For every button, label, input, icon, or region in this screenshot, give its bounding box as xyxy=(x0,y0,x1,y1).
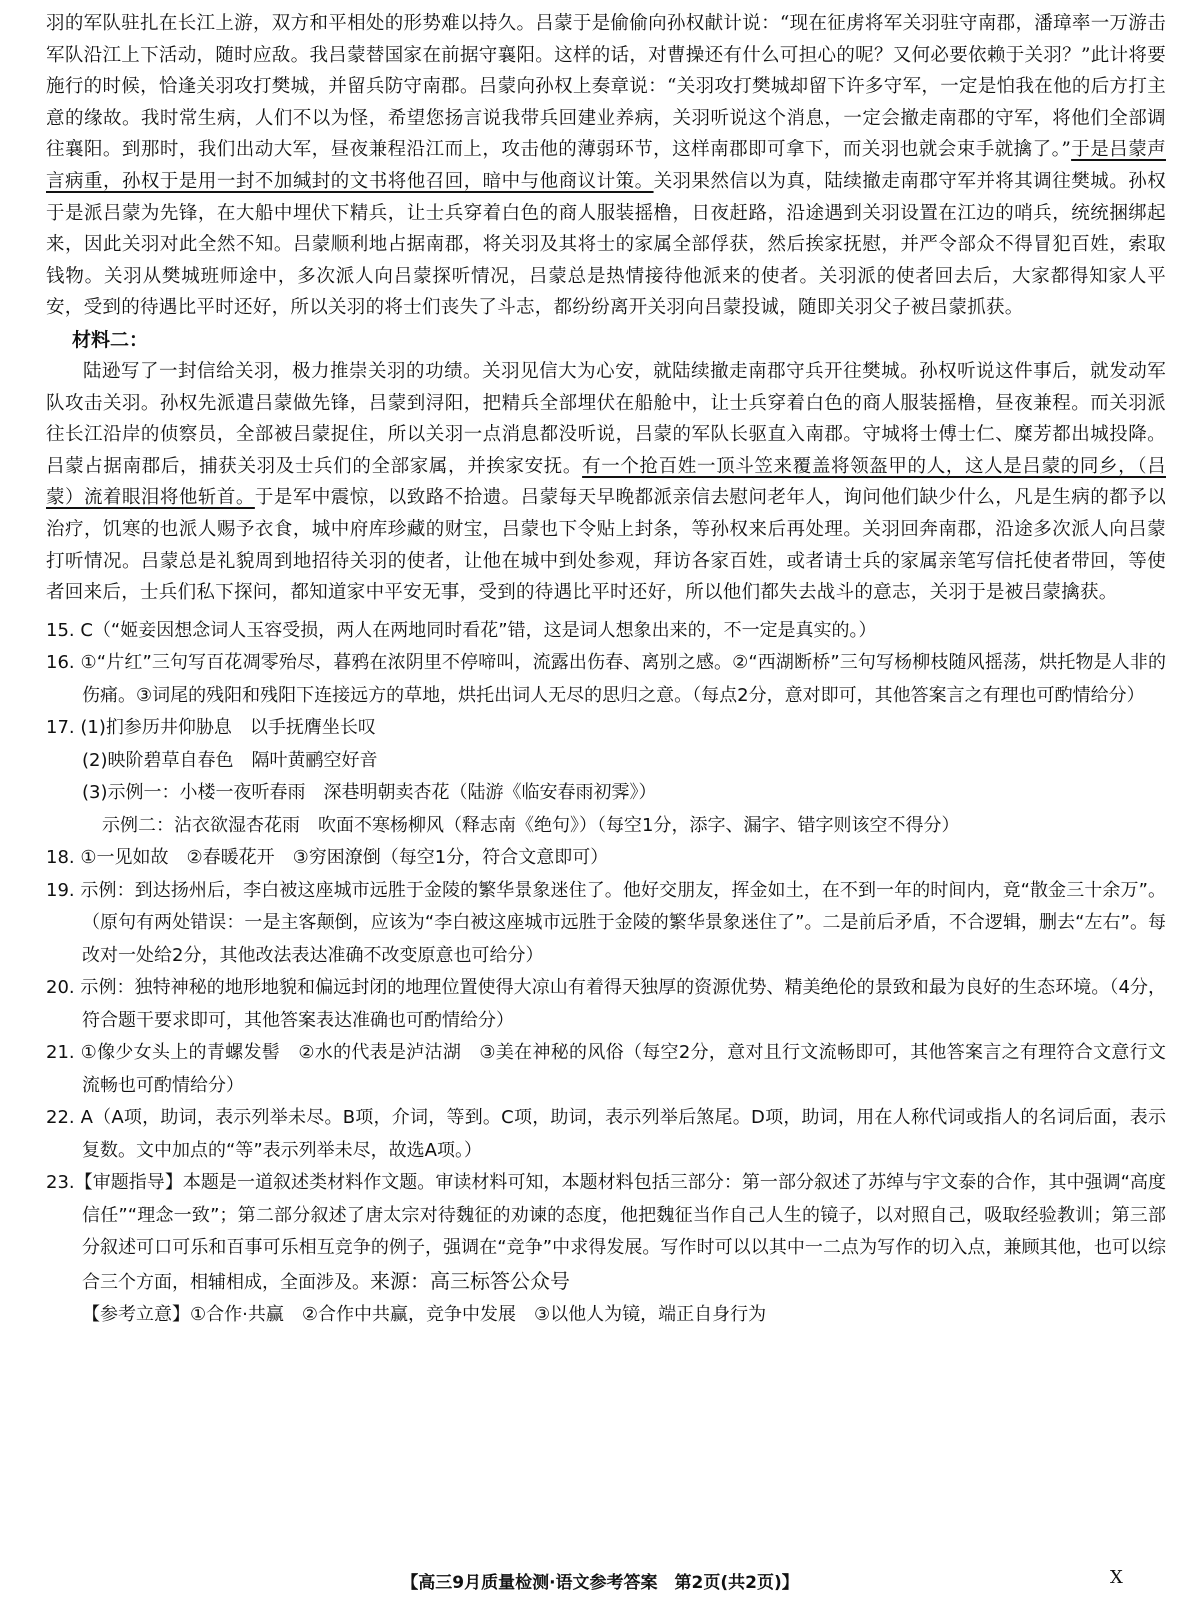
material2-text-end: 于是军中震惊，以致路不拾遗。吕蒙每天早晚都派亲信去慰问老年人，询问他们缺少什么，凡是生病的都予以治疗，饥寒的也派人赐予衣食，城中府库珍藏的财宝，吕蒙也下令贴上封条，等孙权来后再处理。关羽回奔南郡，沿途多次派人向吕蒙打听情况。吕蒙总是礼貌周到地招待关羽的使者，让他在城中到处参观，拜访各家百姓，或者请士兵的家属亲笔写信托使者带回，等使者回来后，士兵们私下探问，都知道家中平安无事，受到的待遇比平时还好，所以他们都失去战斗的意志，关羽于是被吕蒙擒获。 xyxy=(46,487,1166,604)
page-footer: 【高三9月质量检测·语文参考答案 第2页(共2页)】 xyxy=(401,1573,799,1593)
answer-23-reference: 【参考立意】①合作·共赢 ②合作中共赢，竞争中发展 ③以他人为镜，端正自身行为 xyxy=(82,1304,767,1326)
answer-page xyxy=(46,8,1166,1332)
answer-21: 21. ①像少女头上的青螺发髻 ②水的代表是泸沽湖 ③美在神秘的风俗（每空2分，意对且行文流畅即可，其他答案言之有理符合文意行文流畅也可酌情给分） xyxy=(46,1042,1166,1096)
answer-17: 17. (1)扪参历井仰胁息 以手抚膺坐长叹 xyxy=(46,717,376,739)
material1-text: 羽的军队驻扎在长江上游，双方和平相处的形势难以持久。吕蒙于是偷偷向孙权献计说：“现在征虏将军关羽驻守南郡，潘璋率一万游击军队沿江上下活动，随时应敌。我吕蒙替国家在前据守襄阳。这样的话，对曹操还有什么可担心的呢？又何必要依赖于关羽？”此计将要施行的时候，恰逢关羽攻打樊城，并留兵防守南郡。吕蒙向孙权上奏章说：“关羽攻打樊城却留下许多守军，一定是怕我在他的后方打主意的缘故。我时常生病，人们不以为怪，希望您扬言说我带兵回建业养病，关羽听说这个消息，一定会撤走南郡的守军，将他们全部调往襄阳。到那时，我们出动大军，昼夜兼程沿江而上，攻击他的薄弱环节，这样南郡即可拿下，而关羽也就会束手就擒了。” xyxy=(46,13,1166,161)
answer-17-part2: (2)映阶碧草自春色 隔叶黄鹂空好音 xyxy=(82,749,378,771)
material2-text: 陆逊写了一封信给关羽，极力推崇关羽的功绩。关羽见信大为心安，就陆续撤走南郡守兵开往樊城。孙权听说这件事后，就发动军队攻击关羽。孙权先派遣吕蒙做先锋，吕蒙到浔阳，把精兵全部埋伏在船舱中，让士兵穿着白色的商人服装摇橹，昼夜兼程。而关羽派往长江沿岸的侦察员，全部被吕蒙捉住，所以关羽一点消息都没听说，吕蒙的军队长驱直入南郡。守城将士傅士仁、糜芳都出城投降。吕蒙占据南郡后，捕获关羽及士兵们的全部家属，并挨家安抚。 xyxy=(46,360,1166,477)
material2-paragraph xyxy=(46,356,1166,609)
answer-20: 20. 示例：独特神秘的地形地貌和偏远封闭的地理位置使得大凉山有着得天独厚的资源优势、精美绝伦的景致和最为良好的生态环境。（4分，符合题干要求即可，其他答案表达准确也可酌情给分） xyxy=(46,977,1166,1031)
material1-underlined-sentence: 于是吕蒙声言病重，孙权于是用一封不加缄封的文书将他召回，暗中与他商议计策。 xyxy=(46,139,1166,192)
material1-text-end: 关羽果然信以为真，陆续撤走南郡守军并将其调往樊城。孙权于是派吕蒙为先锋，在大船中埋伏下精兵，让士兵穿着白色的商人服装摇橹，日夜赶路，沿途遇到关羽设置在江边的哨兵，统统捆绑起来，因此关羽对此全然不知。吕蒙顺利地占据南郡，将关羽及其将士的家属全部俘获，然后挨家抚慰，并严令部众不得冒犯百姓，索取钱物。关羽从樊城班师途中，多次派人向吕蒙探听情况，吕蒙总是热情接待他派来的使者。关羽派的使者回去后，大家都得知家人平安，受到的待遇比平时还好，所以关羽的将士们丧失了斗志，都纷纷离开关羽向吕蒙投诚，随即关羽父子被吕蒙抓获。 xyxy=(46,170,1166,319)
answer-17-part3: (3)示例一：小楼一夜听春雨 深巷明朝卖杏花（陆游《临安春雨初霁》） xyxy=(82,782,657,804)
version-code: X xyxy=(1110,1567,1123,1588)
answer-23 xyxy=(46,1167,1166,1299)
material1-paragraph xyxy=(46,8,1166,324)
answer-23-source: 来源：高三标答公众号 xyxy=(370,1268,570,1293)
material2-heading: 材料二： xyxy=(72,328,149,351)
answer-16: 16. ①“片红”三句写百花凋零殆尽，暮鸦在浓阴里不停啼叫，流露出伤春、离别之感。②“西湖断桥”三句写杨柳枝随风摇荡，烘托物是人非的伤痛。③词尾的残阳和残阳下连接远方的草地，烘托出词人无尽的思归之意。（每点2分，意对即可，其他答案言之有理也可酌情给分） xyxy=(46,652,1166,706)
answer-15: 15. C（“姬妾因想念词人玉容受损，两人在两地同时看花”错，这是词人想象出来的，不一定是真实的。） xyxy=(46,619,877,641)
material2-underlined-sentence: 有一个抢百姓一顶斗笠来覆盖将领盔甲的人，这人是吕蒙的同乡，（吕蒙）流着眼泪将他斩首。 xyxy=(46,455,1166,509)
answer-19: 19. 示例：到达扬州后，李白被这座城市远胜于金陵的繁华景象迷住了。他好交朋友，挥金如土，在不到一年的时间内，竟“散金三十余万”。（原句有两处错误：一是主客颠倒，应该为“李白被这座城市远胜于金陵的繁华景象迷住了”。二是前后矛盾，不合逻辑，删去“左右”。每改对一处给2分，其他改法表达准确不改变原意也可给分） xyxy=(46,879,1166,966)
answer-17-example2: 示例二：沾衣欲湿杏花雨 吹面不寒杨柳风（释志南《绝句》）（每空1分，添字、漏字、错字则该空不得分） xyxy=(102,814,960,836)
answer-23-text: 23.【审题指导】本题是一道叙述类材料作文题。审读材料可知，本题材料包括三部分：第一部分叙述了苏绰与宇文泰的合作，其中强调“高度信任”“理念一致”；第二部分叙述了唐太宗对待魏征的劝谏的态度，他把魏征当作自己人生的镜子，以对照自己，吸取经验教训；第三部分叙述可口可乐和百事可乐相互竞争的例子，强调在“竞争”中求得发展。写作时可以以其中一二点为写作的切入点，兼顾其他，也可以综合三个方面，相辅相成，全面涉及。 xyxy=(46,1172,1166,1293)
answer-18: 18. ①一见如故 ②春暖花开 ③穷困潦倒（每空1分，符合文意即可） xyxy=(46,847,609,869)
answer-22: 22. A（A项，助词，表示列举未尽。B项，介词，等到。C项，助词，表示列举后煞尾。D项，助词，用在人称代词或指人的名词后面，表示复数。文中加点的“等”表示列举未尽，故选A项。） xyxy=(46,1107,1166,1161)
